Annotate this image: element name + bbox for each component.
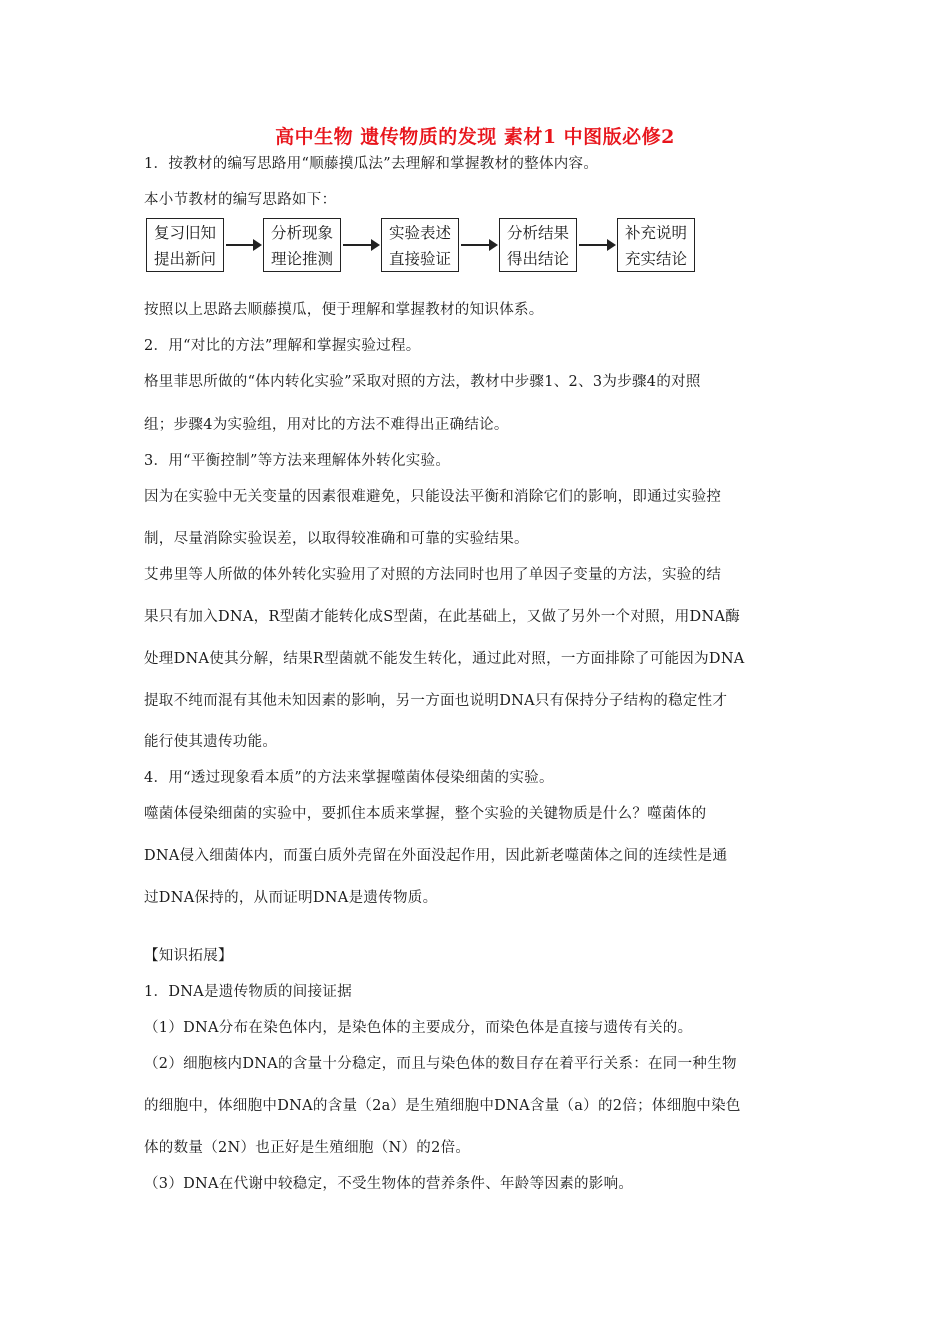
flow-box-3-line2: 直接验证 bbox=[388, 250, 451, 268]
flow-box-5 bbox=[617, 218, 695, 272]
flow-arrow-3 bbox=[461, 244, 496, 246]
flow-box-3-line1: 实验表述 bbox=[388, 224, 451, 242]
flow-box-5-line1: 补充说明 bbox=[624, 224, 687, 242]
text-line-18: 过DNA保持的，从而证明DNA是遗传物质。 bbox=[144, 890, 438, 906]
text-line-20: 1．DNA是遗传物质的间接证据 bbox=[144, 984, 353, 1000]
text-line-1: 1．按教材的编写思路用“顺藤摸瓜法”去理解和掌握教材的整体内容。 bbox=[144, 156, 599, 172]
text-line-3: 按照以上思路去顺藤摸瓜，便于理解和掌握教材的知识体系。 bbox=[144, 302, 544, 318]
flow-box-3 bbox=[381, 218, 459, 272]
text-line-21: （1）DNA分布在染色体内，是染色体的主要成分，而染色体是直接与遗传有关的。 bbox=[144, 1020, 693, 1036]
flow-arrow-2 bbox=[343, 244, 378, 246]
text-line-16: 噬菌体侵染细菌的实验中，要抓住本质来掌握，整个实验的关键物质是什么？噬菌体的 bbox=[144, 806, 707, 822]
text-line-15: 4．用“透过现象看本质”的方法来掌握噬菌体侵染细菌的实验。 bbox=[144, 770, 554, 786]
text-line-8: 因为在实验中无关变量的因素很难避免，只能设法平衡和消除它们的影响，即通过实验控 bbox=[144, 489, 722, 505]
text-line-10: 艾弗里等人所做的体外转化实验用了对照的方法同时也用了单因子变量的方法，实验的结 bbox=[144, 567, 722, 583]
document-title: 高中生物 遗传物质的发现 素材1 中图版必修2 bbox=[275, 126, 675, 148]
knowledge-extension-heading: 【知识拓展】 bbox=[144, 948, 233, 964]
text-line-13: 提取不纯而混有其他未知因素的影响，另一方面也说明DNA只有保持分子结构的稳定性才 bbox=[144, 693, 728, 709]
text-line-2: 本小节教材的编写思路如下： bbox=[144, 192, 337, 208]
flow-box-2-line2: 理论推测 bbox=[270, 250, 333, 268]
text-line-11: 果只有加入DNA，R型菌才能转化成S型菌，在此基础上，又做了另外一个对照，用DNA酶 bbox=[144, 609, 741, 625]
text-line-7: 3．用“平衡控制”等方法来理解体外转化实验。 bbox=[144, 453, 451, 469]
text-line-9: 制，尽量消除实验误差，以取得较准确和可靠的实验结果。 bbox=[144, 531, 529, 547]
text-line-5: 格里菲思所做的“体内转化实验”采取对照的方法，教材中步骤1、2、3为步骤4的对照 bbox=[144, 374, 701, 390]
text-line-25: （3）DNA在代谢中较稳定，不受生物体的营养条件、年龄等因素的影响。 bbox=[144, 1176, 634, 1192]
flow-box-2-line1: 分析现象 bbox=[270, 224, 333, 242]
text-line-23: 的细胞中，体细胞中DNA的含量（2a）是生殖细胞中DNA含量（a）的2倍；体细胞中染色 bbox=[144, 1098, 741, 1114]
flow-arrow-4 bbox=[579, 244, 614, 246]
flow-box-2 bbox=[263, 218, 341, 272]
text-line-24: 体的数量（2N）也正好是生殖细胞（N）的2倍。 bbox=[144, 1140, 471, 1156]
flow-diagram bbox=[144, 218, 704, 278]
flow-box-1 bbox=[146, 218, 224, 272]
flow-box-4-line2: 得出结论 bbox=[506, 250, 569, 268]
flow-arrow-1 bbox=[226, 244, 260, 246]
flow-box-1-line2: 提出新问 bbox=[153, 250, 216, 268]
text-line-14: 能行使其遗传功能。 bbox=[144, 734, 278, 750]
text-line-12: 处理DNA使其分解，结果R型菌就不能发生转化，通过此对照，一方面排除了可能因为DNA bbox=[144, 651, 745, 667]
text-line-4: 2．用“对比的方法”理解和掌握实验过程。 bbox=[144, 338, 421, 354]
flow-box-4 bbox=[499, 218, 577, 272]
text-line-17: DNA侵入细菌体内，而蛋白质外壳留在外面没起作用，因此新老噬菌体之间的连续性是通 bbox=[144, 848, 728, 864]
flow-box-1-line1: 复习旧知 bbox=[153, 224, 216, 242]
flow-box-5-line2: 充实结论 bbox=[624, 250, 687, 268]
flow-box-4-line1: 分析结果 bbox=[506, 224, 569, 242]
text-line-6: 组；步骤4为实验组，用对比的方法不难得出正确结论。 bbox=[144, 417, 509, 433]
text-line-22: （2）细胞核内DNA的含量十分稳定，而且与染色体的数目存在着平行关系：在同一种生物 bbox=[144, 1056, 737, 1072]
